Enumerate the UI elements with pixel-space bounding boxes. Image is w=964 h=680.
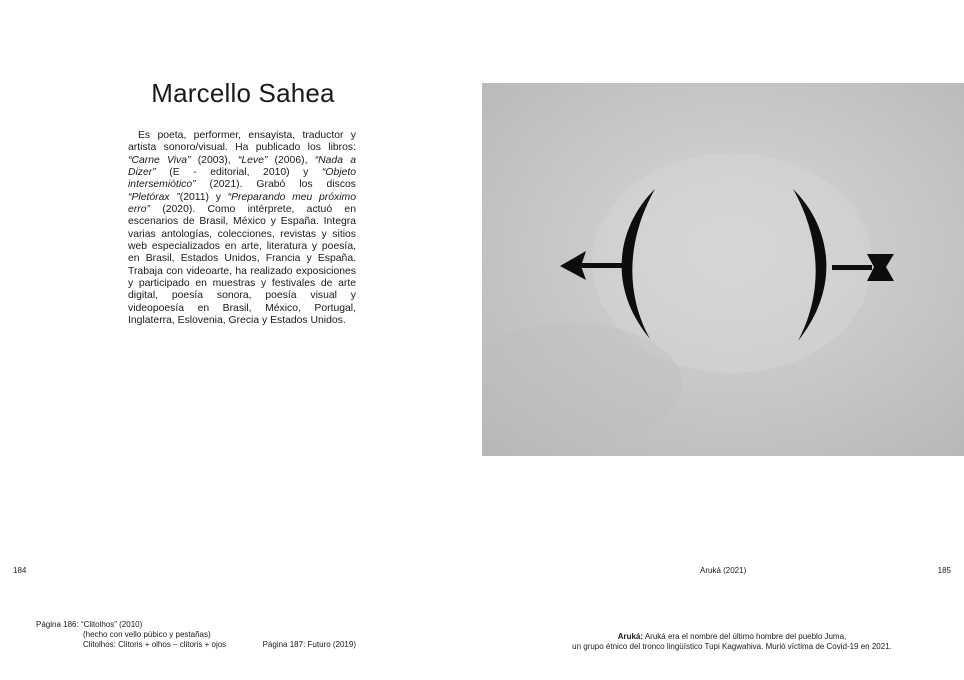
bio-text-segment: Es poeta, performer, ensayista, traductor y artista sonoro/visual. Ha publicado los libros: (128, 130, 356, 154)
image-credits (36, 620, 356, 650)
bio-text-segment: (2020). Como intérprete, actuó en escenarios de Brasil, México y España. Integra varias antologías, colecciones, revistas y sitios web especializados en arte, literatura y poesía, en Brasil, Estados Unidos, Francia y España. Trabaja con videoarte, ha realizado exposiciones y participado en muestras y festivales de arte digital, poesía sonora, poesía visual y videopoesía en Brasil, México, Portugal, Inglaterra, Eslovenia, Grecia y Estados Unidos. (128, 204, 356, 327)
image-caption: Aruká (2021) (700, 566, 747, 575)
bio-title-italic: “Objeto intersemiótico” (128, 167, 356, 191)
credit-futuro: Página 187: Futuro (2019) (262, 640, 356, 649)
bio-title-italic: “Preparando meu próximo erro” (128, 191, 356, 216)
bio-text-segment: (2021). Grabó los discos (195, 179, 356, 191)
credit-line-3 (36, 640, 356, 650)
left-arrow-shaft (580, 263, 622, 268)
biography-text (128, 130, 356, 328)
right-arrow-shaft (832, 265, 872, 270)
credit-line-1: Página 186: “Clitolhos” (2010) (36, 620, 143, 629)
page-title: Marcello Sahea (151, 78, 335, 108)
right-page (482, 0, 964, 680)
bio-text-segment: (2003), (190, 154, 238, 166)
page-number-right: 185 (937, 566, 951, 575)
artwork-note (542, 632, 922, 652)
bio-title-italic: “Leve” (237, 154, 268, 166)
bio-text-segment: (E - editorial, 2010) y (155, 167, 322, 179)
note-line-1-text: Aruká era el nombre del último hombre del pueblo Juma, (643, 632, 847, 641)
artwork-image (482, 83, 964, 456)
credit-clitolhos-definition: Clitolhos: Clitoris + olhos – clitoris + ojos (83, 640, 227, 649)
note-line-2: un grupo étnico del tronco lingüístico Tupi Kagwahiva. Murió víctima de Covid-19 en 2021. (572, 642, 892, 651)
bio-title-italic: “Pletórax ” (128, 191, 180, 203)
note-label: Aruká: (617, 632, 644, 641)
bio-title-italic: “Nada a Dizer” (128, 154, 356, 179)
bio-title-italic: “Carne Viva” (128, 154, 191, 166)
bio-text-segment: (2006), (267, 154, 315, 166)
bio-text-segment: (2011) y (179, 191, 228, 203)
credit-line-2: (hecho con vello púbico y pestañas) (83, 630, 211, 639)
note-line-1 (542, 632, 922, 642)
page-number-left: 184 (13, 566, 27, 575)
bows-and-arrows-artwork (482, 83, 964, 456)
